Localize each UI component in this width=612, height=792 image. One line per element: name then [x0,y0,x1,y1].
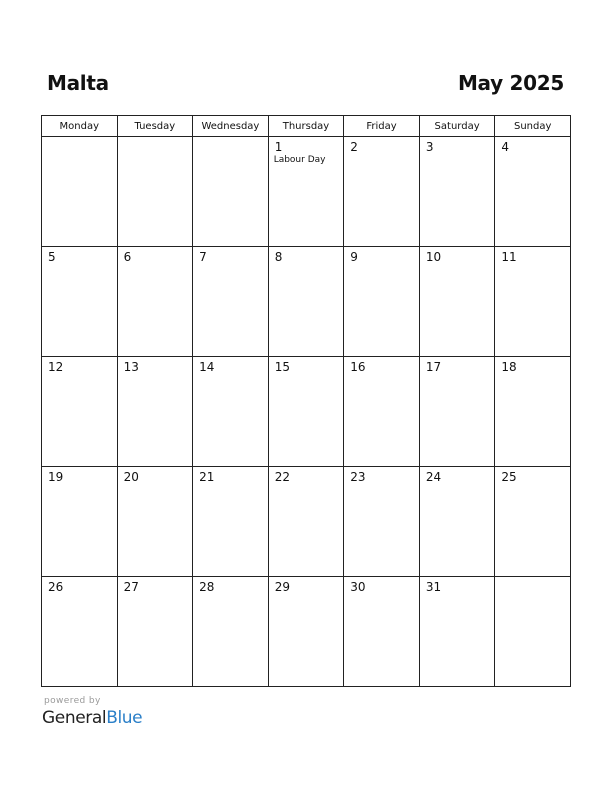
day-cell [268,137,344,247]
day-number: 1 [274,140,283,154]
month-year-title: May 2025 [457,71,564,95]
day-cell [193,577,269,687]
day-number: 22 [274,470,290,484]
week-row [42,577,571,687]
country-title: Malta [47,71,109,95]
day-cell [268,247,344,357]
day-cell [344,247,420,357]
day-cell [117,467,193,577]
week-row [42,467,571,577]
day-number: 30 [350,580,366,594]
day-cell [193,467,269,577]
day-number: 27 [123,580,139,594]
weekday-thursday: Thursday [268,116,344,137]
holiday-label: Labour Day [273,155,326,165]
day-number: 15 [274,360,290,374]
day-number: 13 [123,360,139,374]
day-number: 3 [425,140,434,154]
day-number: 29 [274,580,290,594]
day-number: 23 [350,470,366,484]
day-number: 25 [501,470,517,484]
day-cell [495,137,571,247]
day-number: 31 [425,580,442,594]
day-cell [117,357,193,467]
day-cell [268,467,344,577]
weekday-saturday: Saturday [419,116,495,137]
weekday-monday: Monday [42,116,118,137]
day-number: 4 [501,140,510,154]
day-cell [344,577,420,687]
powered-by-text: powered by [44,696,101,706]
brand-blue-text: Blue [106,708,143,728]
day-cell [42,467,118,577]
day-cell [117,577,193,687]
day-cell [42,137,118,247]
day-cell [495,467,571,577]
day-cell [419,467,495,577]
generalblue-logo[interactable] [42,708,142,728]
day-cell [495,577,571,687]
day-number: 11 [501,250,517,264]
brand-general-text: General [42,708,107,728]
day-cell [344,357,420,467]
day-number: 12 [48,360,64,374]
day-number: 17 [425,360,442,374]
weekday-wednesday: Wednesday [193,116,269,137]
day-cell [344,467,420,577]
day-number: 6 [123,250,132,264]
day-number: 20 [123,470,139,484]
day-cell [268,357,344,467]
day-cell [495,247,571,357]
day-number: 21 [199,470,215,484]
week-row [42,247,571,357]
weekday-friday: Friday [344,116,420,137]
weekday-header-row [42,116,571,137]
day-cell [268,577,344,687]
day-cell [193,137,269,247]
day-cell [419,247,495,357]
day-cell [193,247,269,357]
weekday-sunday: Sunday [495,116,571,137]
day-cell [419,357,495,467]
day-number: 16 [350,360,366,374]
day-cell [344,137,420,247]
day-cell [117,137,193,247]
day-cell [419,577,495,687]
day-number: 19 [48,470,64,484]
day-cell [42,247,118,357]
day-cell [495,357,571,467]
day-number: 24 [425,470,442,484]
day-cell [193,357,269,467]
day-number: 8 [274,250,283,264]
day-number: 2 [350,140,358,154]
day-number: 5 [48,250,56,264]
day-number: 10 [425,250,442,264]
day-cell [42,577,118,687]
day-number: 18 [501,360,517,374]
week-row [42,137,571,247]
day-number: 26 [48,580,64,594]
day-cell [419,137,495,247]
week-row [42,357,571,467]
day-number: 7 [199,250,207,264]
day-cell [117,247,193,357]
calendar-grid [41,115,571,687]
day-number: 9 [350,250,358,264]
day-number: 14 [199,360,215,374]
day-cell [42,357,118,467]
weekday-tuesday: Tuesday [117,116,193,137]
day-number: 28 [199,580,215,594]
